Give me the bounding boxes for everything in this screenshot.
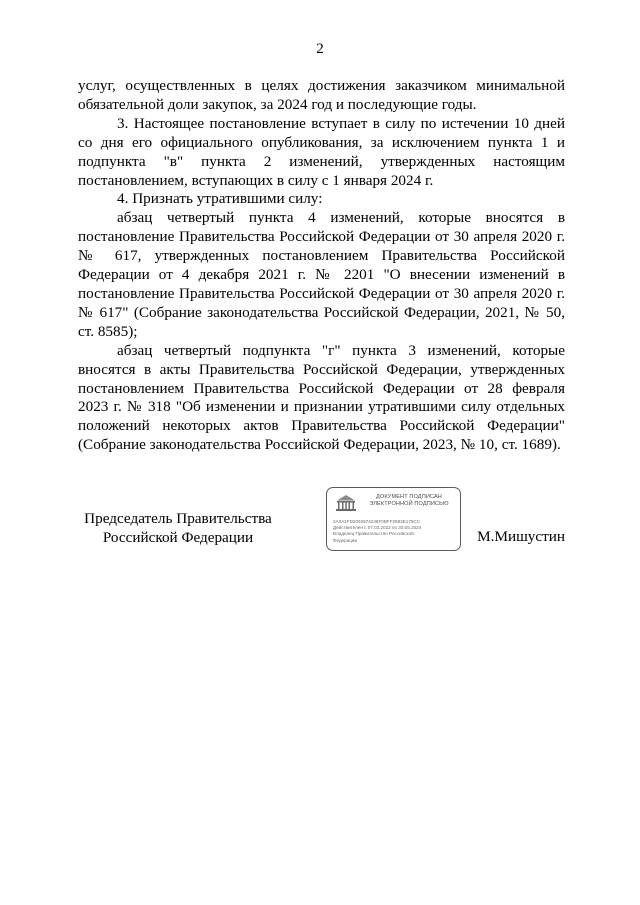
paragraph-item-3: 3. Настоящее постановление вступает в силу по истечении 10 дней со дня его официального опубликования, за исключением пункта 1 и подпункта "в" пункта 2 изменений, утвержденных настоящим постановлением, вступающих в силу с 1 января 2024 г.: [78, 114, 565, 189]
paragraph-repealed-1: абзац четвертый пункта 4 изменений, которые вносятся в постановление Правительства Российской Федерации от 30 апреля 2020 г. № 617, утвержденных постановлением Правительства Российской Федерации от 4 декабря 2021 г. № 2201 "О внесении изменений в постановление Правительства Российской Федерации от 30 апреля 2020 г. № 617" (Собрание законодательства Российской Федерации, 2021, № 50, ст. 8585);: [78, 209, 565, 340]
stamp-details: [333, 519, 457, 544]
paragraph-continuation: услуг, осуществленных в целях достижения заказчиком минимальной обязательной доли закупок, за 2024 год и последующие годы.: [78, 77, 565, 113]
page-number: 2: [316, 41, 324, 57]
paragraph-repealed-2: абзац четвертый подпункта "г" пункта 3 изменений, которые вносятся в акты Правительства Российской Федерации, утвержденных постановлением Правительства Российской Федерации от 28 февраля 2023 г. № 318 "Об изменении и признании утратившими силу отдельных положений некоторых актов Правительства Российской Федерации" (Собрание законодательства Российской Федерации, 2023, № 10, ст. 1689).: [78, 341, 565, 454]
stamp-title: [359, 494, 459, 508]
stamp-owner-cont: Федерации: [333, 537, 358, 543]
emblem-icon: [335, 494, 357, 512]
stamp-certificate: 2A3A1FD2092974248F0BFF2983E179CC: [333, 519, 421, 524]
signatory-position-line2: Российской Федерации: [102, 528, 254, 546]
signer-name: М.Мишустин: [477, 528, 565, 545]
stamp-owner: Владелец Правительство Российской: [333, 531, 414, 537]
document-body: [78, 77, 565, 455]
signatory-position-line1: Председатель Правительства: [84, 510, 272, 527]
stamp-validity: Действителен с 07.03.2023 по 30.05.2024: [333, 525, 422, 531]
stamp-title-line2: ЭЛЕКТРОННОЙ ПОДПИСЬЮ: [369, 501, 449, 507]
electronic-signature-stamp: [326, 487, 461, 551]
stamp-title-line1: ДОКУМЕНТ ПОДПИСАН: [376, 494, 442, 500]
signatory-position: [78, 510, 278, 548]
paragraph-item-4: 4. Признать утратившими силу:: [117, 190, 323, 208]
